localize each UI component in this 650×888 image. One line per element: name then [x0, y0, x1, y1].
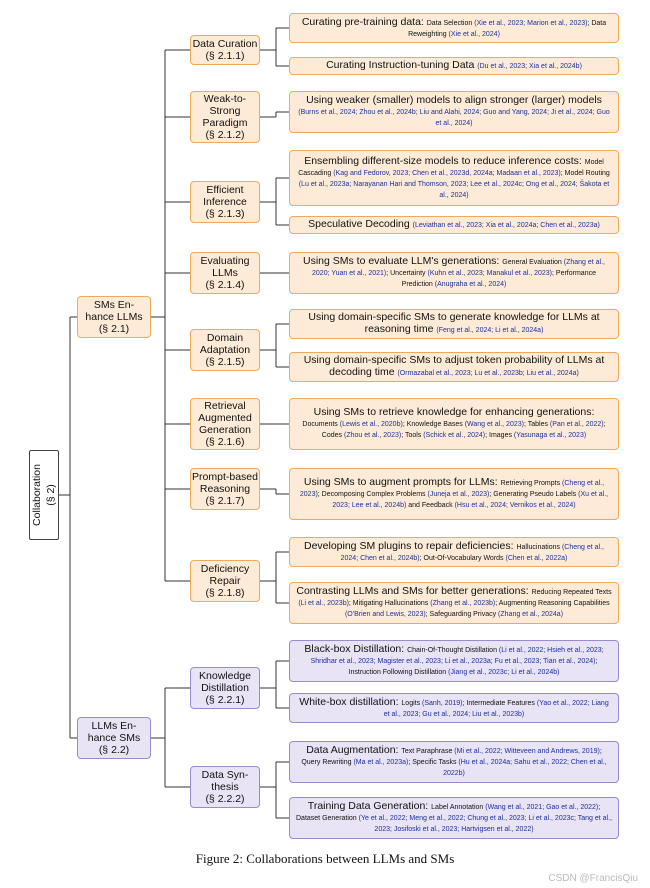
leaf-citation: (Lu et al., 2023a; Narayanan Hari and Thomson, 2023; Lee et al., 2024c; Ong et al., 2024; Šakota et al., 2024) — [298, 180, 610, 199]
leaf-citation: (Kag and Fedorov, 2023; Chen et al., 2023d, 2024a; Madaan et al., 2023) — [333, 169, 561, 177]
root-label: Collaboration — [31, 464, 43, 526]
leaf-heading: Developing SM plugins to repair deficiencies: — [303, 539, 517, 552]
leaf-text: General Evaluation — [502, 259, 564, 266]
leaf-citation: (Yasunaga et al., 2023) — [513, 432, 587, 439]
leaf-box-12 — [289, 582, 619, 624]
leaf-box-9 — [289, 398, 619, 450]
leaf-citation: (Zhang et al., 2023b) — [430, 600, 496, 607]
leaf-text: ; Model Routing — [560, 169, 610, 177]
leaf-heading: Using domain-specific SMs to generate knowledge for LLMs at reasoning time — [308, 311, 600, 335]
leaf-citation: (Schick et al., 2024) — [423, 432, 486, 439]
leaf-citation: (Wang et al., 2023) — [464, 421, 524, 428]
leaf-citation: (Cheng et al., 2024; Chen et al., 2024b) — [340, 543, 604, 562]
subnode-label: Evaluating LLMs — [200, 255, 250, 279]
subnode-section: (§ 2.1.3) — [205, 208, 245, 220]
leaf-citation: (Xie et al., 2024) — [448, 30, 500, 38]
leaf-text: ; Images — [485, 432, 514, 439]
leaf-citation: (Zhang et al., 2024a) — [498, 611, 564, 618]
subnode-6 — [190, 398, 260, 450]
subnode-5 — [190, 329, 260, 371]
leaf-text: ; Mitigating Hallucinations — [348, 600, 431, 607]
leaf-citation: (Jiang et al., 2023c; Li et al., 2024b) — [448, 669, 560, 676]
leaf-box-15 — [289, 741, 619, 783]
leaf-text: ; Safeguarding Privacy — [425, 611, 499, 618]
subnode-label: Retrieval Augmented Generation — [198, 400, 252, 436]
leaf-citation: (Li et al., 2023b) — [298, 600, 349, 607]
leaf-text: ; Specific Tasks — [408, 759, 459, 766]
leaf-text: Logits — [401, 699, 423, 707]
leaf-box-3 — [289, 91, 619, 133]
leaf-citation: (Du et al., 2023; Xia et al., 2024b) — [477, 63, 582, 70]
leaf-citation: (Burns et al., 2024; Zhou et al., 2024b; Liu and Alahi, 2024; Guo and Yang, 2024; Ji et al., 2024; Guo et al., 2024) — [298, 109, 610, 127]
leaf-heading: White-box distillation: — [299, 695, 402, 708]
subnode-section: (§ 2.1.7) — [205, 495, 245, 507]
leaf-heading: Using SMs to augment prompts for LLMs: — [303, 476, 501, 488]
leaf-text: ; Generating Pseudo Labels — [489, 491, 579, 498]
subnode-label: Data Syn- thesis — [201, 769, 249, 793]
leaf-text: ; Codes — [321, 421, 606, 439]
leaf-citation: (Ormazabal et al., 2023; Lu et al., 2023b; Liu et al., 2024a) — [397, 370, 579, 377]
leaf-box-7 — [289, 309, 619, 339]
leaf-citation: (Wang et al., 2021; Gao et al., 2022) — [485, 804, 599, 811]
leaf-text: Documents — [302, 421, 340, 428]
leaf-citation: (Cheng et al., 2023) — [299, 480, 605, 498]
subnode-7 — [190, 468, 260, 510]
leaf-text: Hallucinations — [516, 543, 562, 551]
leaf-citation: (Leviathan et al., 2023; Xia et al., 2024a; Chen et al., 2023a) — [412, 222, 600, 229]
figure-caption: Figure 2: Collaborations between LLMs and SMs — [195, 851, 455, 866]
leaf-text: Data Selection — [426, 19, 475, 27]
leaf-citation: (Anugraha et al., 2024) — [434, 281, 507, 288]
leaf-citation: (Hsu et al., 2024; Vernikos et al., 2024) — [454, 502, 576, 509]
subnode-section: (§ 2.1.8) — [205, 587, 245, 599]
leaf-citation: (Hu et al., 2024a; Sahu et al., 2022; Chen et al., 2022b) — [443, 759, 607, 777]
leaf-heading: Training Data Generation: — [307, 800, 432, 812]
leaf-text: ; Uncertainty — [386, 270, 428, 277]
leaf-box-13 — [289, 640, 619, 682]
leaf-citation: (Ye et al., 2022; Meng et al., 2022; Chung et al., 2023; Li et al., 2023c; Tang et al., 2023; Josifoski et al., 2023; Hartvigsen et al., 2022) — [358, 815, 612, 833]
subnode-label: Efficient Inference — [203, 184, 247, 208]
leaf-text: ; Data Reweighting — [408, 19, 607, 38]
subnode-section: (§ 2.1.1) — [205, 50, 245, 62]
root-section: (§ 2) — [45, 484, 57, 506]
subnode-label: Knowledge Distillation — [199, 670, 251, 694]
leaf-heading: Curating pre-training data: — [301, 15, 427, 28]
leaf-citation: (Kuhn et al., 2023; Manakul et al., 2023) — [427, 270, 553, 277]
leaf-text: Label Annotation — [431, 804, 486, 811]
leaf-citation: (Zhang et al., 2020; Yuan et al., 2021) — [312, 259, 605, 277]
branch-label: LLMs En- hance SMs — [87, 720, 141, 744]
leaf-text: ; Augmenting Reasoning Capabilities — [495, 600, 610, 607]
leaf-text: ; Intermediate Features — [462, 699, 537, 707]
leaf-text: ; Tools — [401, 432, 424, 439]
leaf-citation: (Mi et al., 2022; Witteveen and Andrews, 2019) — [454, 748, 600, 755]
leaf-citation: (Xie et al., 2023; Marion et al., 2023) — [474, 19, 588, 27]
leaf-box-1 — [289, 13, 619, 43]
subnode-label: Deficiency Repair — [200, 563, 250, 587]
leaf-box-6 — [289, 252, 619, 294]
leaf-box-5 — [289, 216, 619, 234]
subnode-9 — [190, 667, 260, 709]
subnode-section: (§ 2.1.2) — [205, 129, 245, 141]
leaf-box-16 — [289, 797, 619, 839]
leaf-heading: Black-box Distillation: — [304, 643, 408, 655]
branch-section: (§ 2.2) — [98, 744, 130, 756]
branch-sms-enhance-llms — [77, 296, 151, 338]
leaf-text: ; Knowledge Bases — [402, 421, 465, 428]
subnode-4 — [190, 252, 260, 294]
leaf-citation: (Pan et al., 2022) — [549, 421, 604, 428]
leaf-citation: (Feng et al., 2024; Li et al., 2024a) — [436, 327, 544, 334]
root-node-collaboration — [29, 450, 59, 540]
leaf-heading: Contrasting LLMs and SMs for better generations: — [296, 585, 532, 597]
subnode-section: (§ 2.1.4) — [205, 279, 245, 291]
leaf-citation: (Zhou et al., 2023) — [343, 432, 402, 439]
leaf-text: ; Dataset Generation — [296, 804, 601, 822]
subnode-label: Data Curation — [192, 38, 258, 50]
leaf-box-11 — [289, 537, 619, 567]
leaf-text: ; Query Rewriting — [301, 748, 602, 766]
leaf-heading: Speculative Decoding — [308, 218, 413, 230]
subnode-1 — [190, 35, 260, 65]
subnode-section: (§ 2.1.6) — [205, 436, 245, 448]
subnode-10 — [190, 766, 260, 808]
leaf-citation: (Xu et al., 2023; Lee et al., 2024b) — [332, 491, 609, 509]
leaf-text: ; Tables — [523, 421, 550, 428]
leaf-text: Text Paraphrase — [401, 748, 455, 755]
leaf-box-4 — [289, 150, 619, 206]
leaf-citation: (Chen et al., 2022a) — [505, 554, 568, 562]
leaf-citation: (Juneja et al., 2023) — [427, 491, 490, 498]
leaf-text: Retrieving Prompts — [500, 480, 563, 487]
subnode-2 — [190, 91, 260, 143]
leaf-heading: Using domain-specific SMs to adjust token probability of LLMs at decoding time — [303, 354, 605, 378]
leaf-text: Chain-Of-Thought Distillation — [407, 647, 499, 654]
subnode-8 — [190, 560, 260, 602]
leaf-text: ; Out-Of-Vocabulary Words — [419, 554, 506, 562]
leaf-citation: (Lewis et al., 2020b) — [339, 421, 403, 428]
leaf-heading: Curating Instruction-tuning Data — [326, 59, 478, 71]
subnode-section: (§ 2.2.2) — [205, 793, 245, 805]
leaf-heading: Using SMs to evaluate LLM's generations: — [302, 255, 503, 267]
subnode-label: Weak-to- Strong Paradigm — [202, 93, 248, 129]
leaf-text: ; Performance Prediction — [401, 270, 596, 288]
leaf-citation: (Yao et al., 2022; Liang et al., 2023; Gu et al., 2024; Liu et al., 2023b) — [383, 699, 609, 718]
subnode-section: (§ 2.2.1) — [205, 694, 245, 706]
leaf-text: Reducing Repeated Texts — [531, 589, 612, 596]
leaf-box-14 — [289, 693, 619, 723]
leaf-heading: Ensembling different-size models to reduce inference costs: — [304, 154, 585, 167]
branch-section: (§ 2.1) — [98, 323, 130, 335]
leaf-box-10 — [289, 468, 619, 520]
leaf-text: Model Cascading — [298, 158, 604, 177]
watermark: CSDN @FrancisQiu — [548, 873, 638, 884]
leaf-box-8 — [289, 352, 619, 382]
leaf-heading: Using weaker (smaller) models to align stronger (larger) models — [306, 94, 602, 106]
subnode-section: (§ 2.1.5) — [205, 356, 245, 368]
leaf-citation: (Sanh, 2019) — [422, 699, 463, 707]
subnode-label: Prompt-based Reasoning — [192, 471, 258, 495]
leaf-heading: Using SMs to retrieve knowledge for enhancing generations: — [313, 406, 595, 418]
branch-label: SMs En- hance LLMs — [85, 299, 143, 323]
branch-llms-enhance-sms — [77, 717, 151, 759]
leaf-text: ; Decomposing Complex Problems — [317, 491, 428, 498]
leaf-citation: (Li et al., 2022; Hsieh et al., 2023; Shridhar et al., 2023; Magister et al., 2023; Li et al., 2023a; Fu et al., 2023; Tian et al., 2024) — [310, 647, 604, 665]
leaf-citation: (Ma et al., 2023a) — [353, 759, 409, 766]
leaf-text: and Feedback — [406, 502, 455, 509]
leaf-box-2 — [289, 57, 619, 75]
subnode-3 — [190, 181, 260, 223]
subnode-label: Domain Adaptation — [199, 332, 251, 356]
leaf-citation: (O'Brien and Lewis, 2023) — [344, 611, 426, 618]
leaf-text: ; Instruction Following Distillation — [348, 658, 598, 676]
leaf-heading: Data Augmentation: — [306, 744, 402, 756]
